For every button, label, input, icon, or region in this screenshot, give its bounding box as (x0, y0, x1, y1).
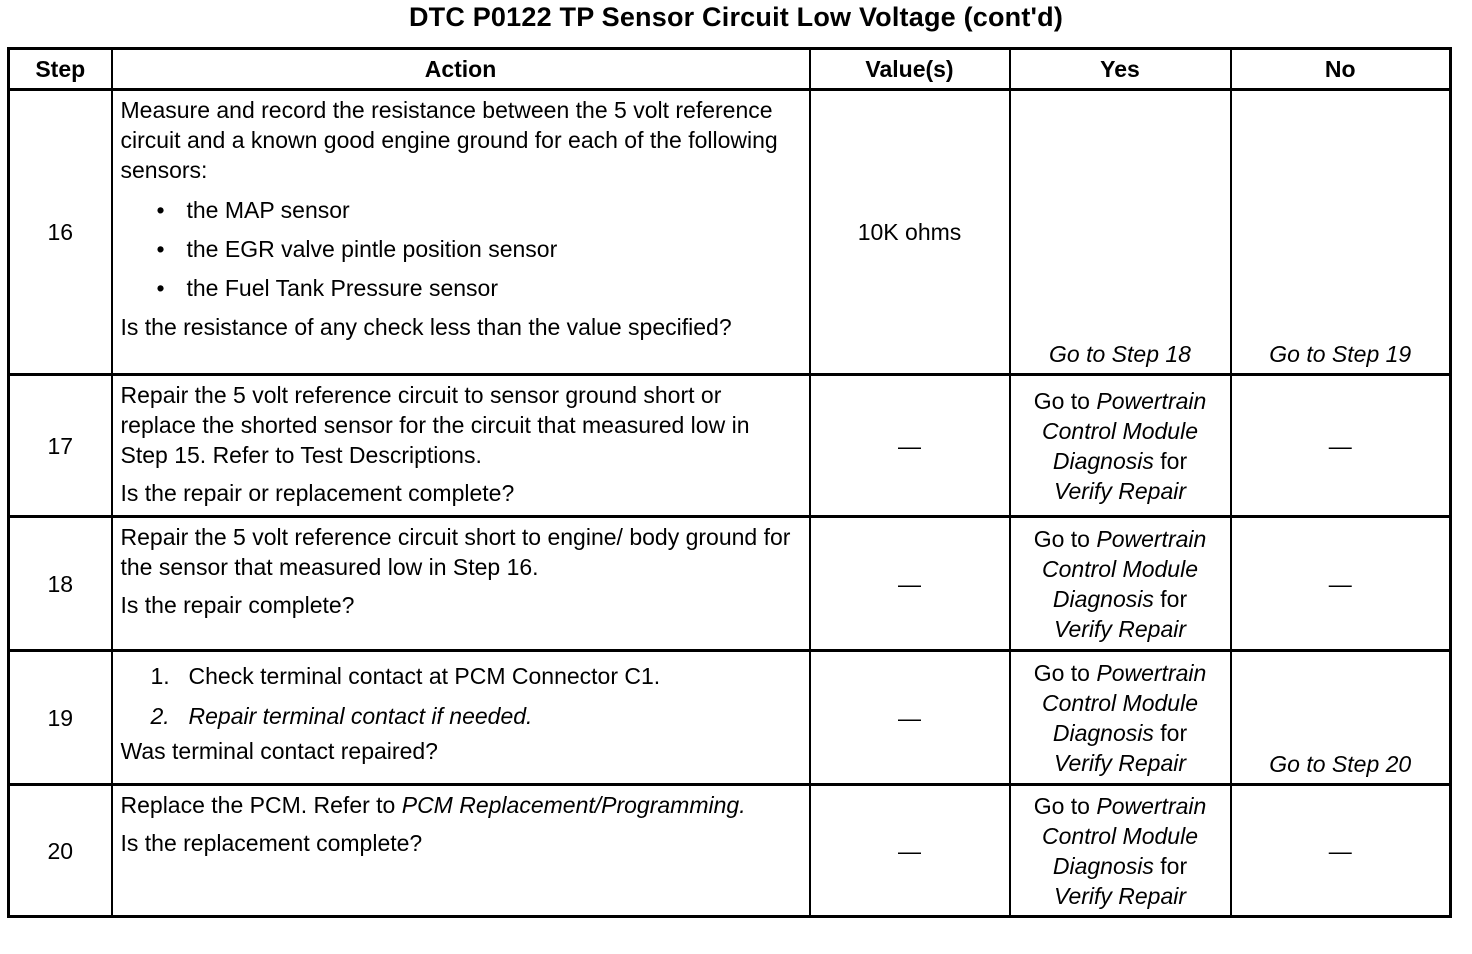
no-cell (1231, 517, 1451, 651)
action-text: Repair the 5 volt reference circuit to sensor ground short or replace the shorted sensor for the circuit that measured low in Step 15. Refer to Test Descriptions. (120, 382, 750, 468)
yes-cell (1010, 785, 1231, 917)
action-question: Is the replacement complete? (120, 830, 423, 856)
action-question: Was terminal contact repaired? (120, 738, 438, 764)
action-cell (112, 785, 810, 917)
action-text: Repair the 5 volt reference circuit short to engine/ body ground for the sensor that measured low in Step 16. (120, 524, 791, 580)
yes-cell (1010, 375, 1231, 517)
no-cell: Go to Step 20 (1231, 651, 1451, 785)
page-title: DTC P0122 TP Sensor Circuit Low Voltage (cont'd) (408, 2, 1064, 32)
header-yes: Yes (1010, 49, 1231, 90)
yes-ref-diagnosis: Diagnosis (1052, 719, 1154, 746)
dash: — (1328, 570, 1352, 597)
action-text-pre: Replace the PCM. Refer to (120, 792, 396, 818)
step-number: 17 (9, 375, 112, 517)
header-action: Action (112, 49, 810, 90)
yes-ref-control-module: Control Module (1042, 689, 1198, 716)
sensor-list (121, 191, 801, 308)
no-cell (1231, 785, 1451, 917)
yes-ref-powertrain: Powertrain (1096, 387, 1207, 414)
yes-ref-powertrain: Powertrain (1096, 659, 1207, 686)
value-cell (810, 785, 1010, 917)
value-cell (810, 517, 1010, 651)
action-question: Is the repair or replacement complete? (120, 480, 515, 506)
value-cell (810, 375, 1010, 517)
value-cell: 10K ohms (810, 90, 1010, 375)
no-cell (1231, 375, 1451, 517)
header-no: No (1231, 49, 1451, 90)
dash: — (898, 704, 921, 731)
yes-go-to: Go to (1033, 387, 1090, 414)
list-item-text: Check terminal contact at PCM Connector C1. (188, 663, 661, 689)
bullet-icon: • (156, 275, 165, 301)
no-cell: Go to Step 19 (1231, 90, 1451, 375)
yes-ref-verify-repair: Verify Repair (1053, 749, 1187, 776)
list-item-text: Repair terminal contact if needed. (188, 703, 533, 729)
yes-ref-diagnosis: Diagnosis (1052, 585, 1154, 612)
dash: — (898, 432, 921, 459)
yes-ref-control-module: Control Module (1042, 822, 1198, 849)
action-cell (112, 651, 810, 785)
yes-ref-control-module: Control Module (1042, 417, 1198, 444)
yes-ref-verify-repair: Verify Repair (1053, 615, 1187, 642)
action-cell (112, 375, 810, 517)
yes-for: for (1160, 852, 1188, 879)
yes-for: for (1160, 719, 1188, 746)
yes-ref-verify-repair: Verify Repair (1053, 882, 1187, 909)
table-row (9, 375, 1451, 517)
yes-go-to: Go to (1033, 659, 1090, 686)
list-item (151, 656, 801, 696)
table-row (9, 651, 1451, 785)
yes-ref-verify-repair: Verify Repair (1053, 477, 1187, 504)
yes-ref-powertrain: Powertrain (1096, 525, 1207, 552)
action-cell (112, 517, 810, 651)
action-text (121, 790, 801, 820)
value-cell (810, 651, 1010, 785)
dash: — (1328, 837, 1352, 864)
bullet-icon: • (156, 197, 165, 223)
yes-ref-powertrain: Powertrain (1096, 792, 1207, 819)
yes-cell (1010, 651, 1231, 785)
action-question: Is the resistance of any check less than the value specified? (120, 314, 732, 340)
action-ref-pcm-replacement: PCM Replacement/Programming. (401, 792, 746, 818)
yes-ref-diagnosis: Diagnosis (1052, 447, 1154, 474)
header-step: Step (9, 49, 112, 90)
yes-go-to: Go to (1033, 792, 1090, 819)
step-number: 19 (9, 651, 112, 785)
yes-for: for (1160, 585, 1188, 612)
yes-ref-diagnosis: Diagnosis (1052, 852, 1154, 879)
yes-go-to: Go to (1033, 525, 1090, 552)
list-item-text: the EGR valve pintle position sensor (186, 236, 558, 262)
list-item-text: the MAP sensor (186, 197, 350, 223)
step-number: 18 (9, 517, 112, 651)
bullet-icon: • (156, 236, 165, 262)
list-item (157, 269, 801, 308)
procedure-list (121, 656, 801, 736)
yes-cell: Go to Step 18 (1010, 90, 1231, 375)
table-row (9, 517, 1451, 651)
table-header-row (9, 49, 1451, 90)
list-item (157, 230, 801, 269)
yes-for: for (1160, 447, 1188, 474)
dash: — (898, 570, 921, 597)
yes-cell (1010, 517, 1231, 651)
list-item-text: the Fuel Tank Pressure sensor (186, 275, 499, 301)
dash: — (1328, 432, 1352, 459)
diagnostic-table (7, 47, 1452, 918)
action-text: Measure and record the resistance between the 5 volt reference circuit and a known good engine ground for each of the following sensors: (120, 97, 778, 183)
dash: — (898, 837, 921, 864)
list-item (157, 191, 801, 230)
list-item (151, 696, 801, 736)
step-number: 20 (9, 785, 112, 917)
action-cell (112, 90, 810, 375)
table-row (9, 785, 1451, 917)
list-item-number: 1. (150, 663, 170, 689)
yes-ref-control-module: Control Module (1042, 555, 1198, 582)
step-number: 16 (9, 90, 112, 375)
table-row (9, 90, 1451, 375)
header-values: Value(s) (810, 49, 1010, 90)
list-item-number: 2. (150, 703, 170, 729)
action-question: Is the repair complete? (120, 592, 355, 618)
